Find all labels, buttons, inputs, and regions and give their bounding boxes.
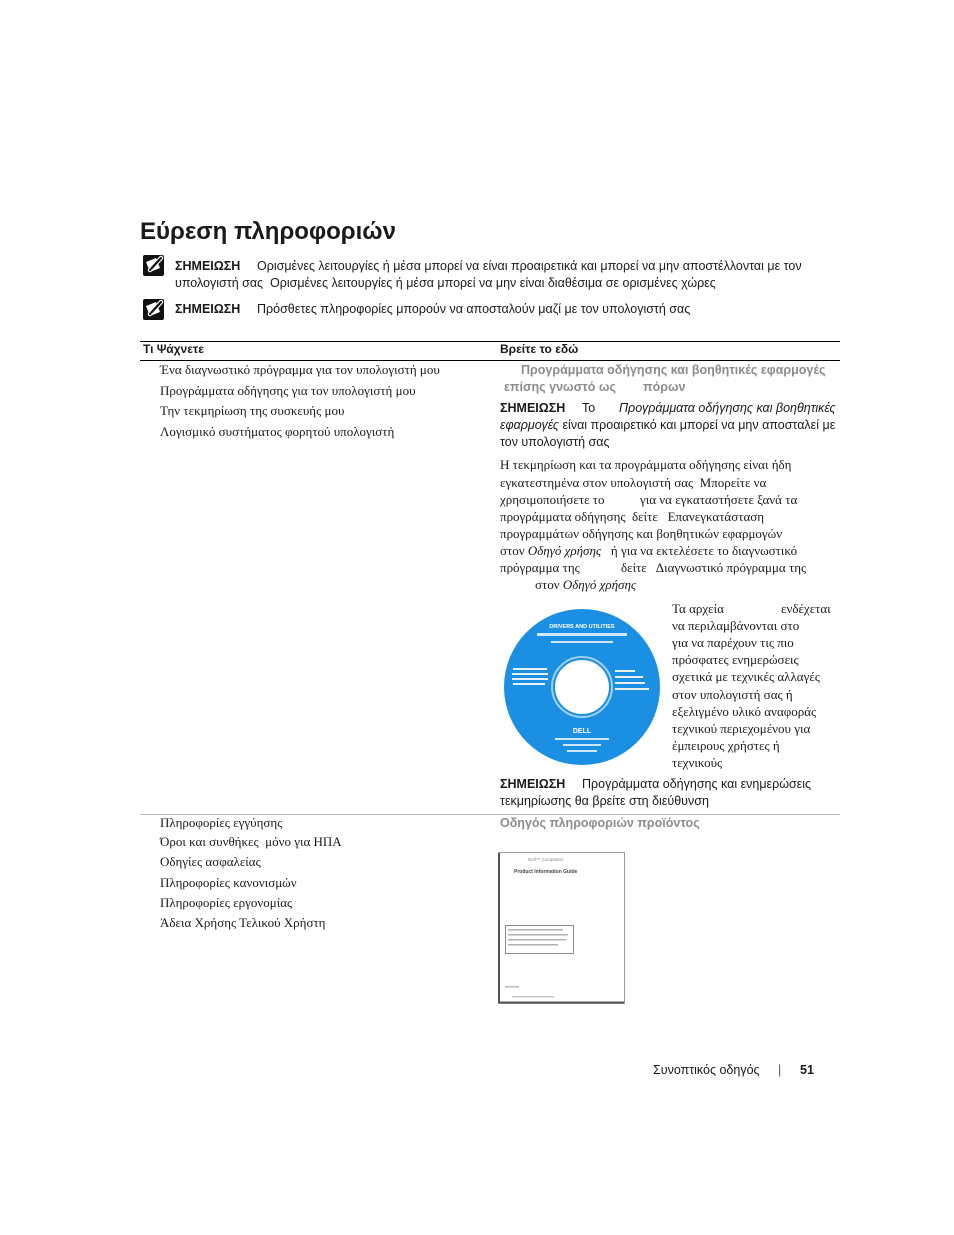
cd-logo: DELL [572, 728, 592, 735]
paragraph-line: προγραμμάτων οδήγησης και βοηθητικών εφαρμογών [500, 526, 783, 541]
note-text: εφαρμογές [500, 418, 559, 432]
note-text: τεκμηρίωσης θα βρείτε στη διεύθυνση [500, 794, 709, 808]
note-label: ΣΗΜΕΙΩΣΗ [175, 302, 241, 316]
cd-side-line: να περιλαμβάνονται στο [672, 618, 800, 633]
column-header-what: Τι Ψάχνετε [143, 342, 204, 356]
list-item: Ένα διαγνωστικό πρόγραμμα για τον υπολογιστή μου [160, 362, 440, 377]
cd-label: DRIVERS AND UTILITIES [549, 624, 615, 630]
cd-side-line: ενδέχεται [781, 601, 831, 616]
paragraph-line: Η τεκμηρίωση και τα προγράμματα οδήγησης είναι ήδη [500, 457, 792, 472]
resource-heading: Προγράμματα οδήγησης και βοηθητικές εφαρμογές [521, 363, 826, 377]
paragraph-line: εγκατεστημένα στον υπολογιστή σας Μπορείτε να [500, 475, 767, 490]
guide-cover-title: Product Information Guide [514, 869, 578, 875]
cd-side-line: στον υπολογιστή σας ή [672, 687, 793, 702]
list-item: Οδηγίες ασφαλείας [160, 854, 261, 869]
page-title: Εύρεση πληροφοριών [140, 218, 396, 245]
table-header-rule [140, 360, 840, 361]
paragraph-line: πρόγραμμα της [500, 560, 580, 575]
column-header-where: Βρείτε το εδώ [500, 342, 579, 356]
note-label: ΣΗΜΕΙΩΣΗ [175, 259, 241, 273]
guide-reference: Οδηγό χρήσης [562, 577, 637, 592]
resource-heading: επίσης γνωστό ως [504, 380, 616, 394]
table-top-rule [140, 341, 840, 342]
paragraph-text: ή για να εκτελέσετε το διαγνωστικό [601, 543, 798, 558]
note-label: ΣΗΜΕΙΩΣΗ [500, 777, 566, 791]
cd-side-line: εξελιγμένο υλικό αναφοράς [672, 704, 817, 719]
paragraph-line [500, 543, 797, 559]
note-text: Προγράμματα οδήγησης και ενημερώσεις [582, 777, 812, 791]
note-text: Πρόσθετες πληροφορίες μπορούν να αποσταλούν μαζί με τον υπολογιστή σας [257, 302, 691, 316]
guide-reference: Οδηγό χρήσης [527, 543, 602, 558]
cd-side-line: τεχνικού περιεχομένου για [672, 721, 811, 736]
list-item: Όροι και συνθήκες μόνο για ΗΠΑ [160, 834, 342, 849]
paragraph-line: για να εγκαταστήσετε ξανά τα [640, 492, 798, 507]
paragraph-line: προγράμματα οδήγησης δείτε Επανεγκατάσταση [500, 509, 765, 524]
list-item: Πληροφορίες εγγύησης [160, 815, 283, 830]
resource-heading: πόρων [643, 380, 686, 394]
cd-side-line: Τα αρχεία [672, 601, 724, 616]
footer-section: Συνοπτικός οδηγός [653, 1063, 760, 1077]
footer-separator: | [778, 1063, 782, 1077]
guide-cover-icon [498, 852, 625, 1004]
note-text: υπολογιστή σας Ορισμένες λειτουργίες ή μέσα μπορεί να μην είναι διαθέσιμα σε ορισμένες χώρες [175, 276, 716, 290]
paragraph-text: στον [535, 577, 563, 592]
list-item: Πληροφορίες κανονισμών [160, 875, 297, 890]
paragraph-line: χρησιμοποιήσετε το [500, 492, 605, 507]
paragraph-line [535, 577, 636, 593]
guide-cover-brand: Dell™ Computers [528, 857, 564, 862]
note-pencil-icon [143, 255, 164, 276]
list-item: Πληροφορίες εργονομίας [160, 895, 293, 910]
list-item: Προγράμματα οδήγησης για τον υπολογιστή μου [160, 383, 416, 398]
note-text: Ορισμένες λειτουργίες ή μέσα μπορεί να είναι προαιρετικά και μπορεί να μην αποστέλλονται με τον [257, 259, 802, 273]
note-text: είναι προαιρετικό και μπορεί να μην αποσταλεί με [559, 418, 836, 432]
note-label: ΣΗΜΕΙΩΣΗ [500, 401, 566, 415]
cd-side-line: τεχνικούς [672, 755, 723, 770]
note-text: Προγράμματα οδήγησης και βοηθητικές [619, 401, 836, 415]
note-text: Το [582, 401, 596, 415]
cd-side-line: έμπειρους χρήστες ή [672, 738, 780, 753]
cd-side-line: για να παρέχουν τις πιο [672, 635, 794, 650]
page-number: 51 [800, 1063, 814, 1077]
cd-side-line: σχετικά με τεχνικές αλλαγές [672, 669, 820, 684]
note-text: τον υπολογιστή σας [500, 435, 610, 449]
paragraph-text: στον [500, 543, 528, 558]
paragraph-line: δείτε Διαγνωστικό πρόγραμμα της [621, 560, 807, 575]
resource-heading: Οδηγός πληροφοριών προϊόντος [500, 816, 700, 830]
note-pencil-icon [143, 299, 164, 320]
list-item: Άδεια Χρήσης Τελικού Χρήστη [160, 915, 326, 930]
list-item: Λογισμικό συστήματος φορητού υπολογιστή [160, 424, 395, 439]
cd-disc-icon [503, 608, 661, 766]
list-item: Την τεκμηρίωση της συσκευής μου [160, 403, 345, 418]
note-line [500, 418, 835, 433]
cd-side-line: πρόσφατες ενημερώσεις [672, 652, 799, 667]
